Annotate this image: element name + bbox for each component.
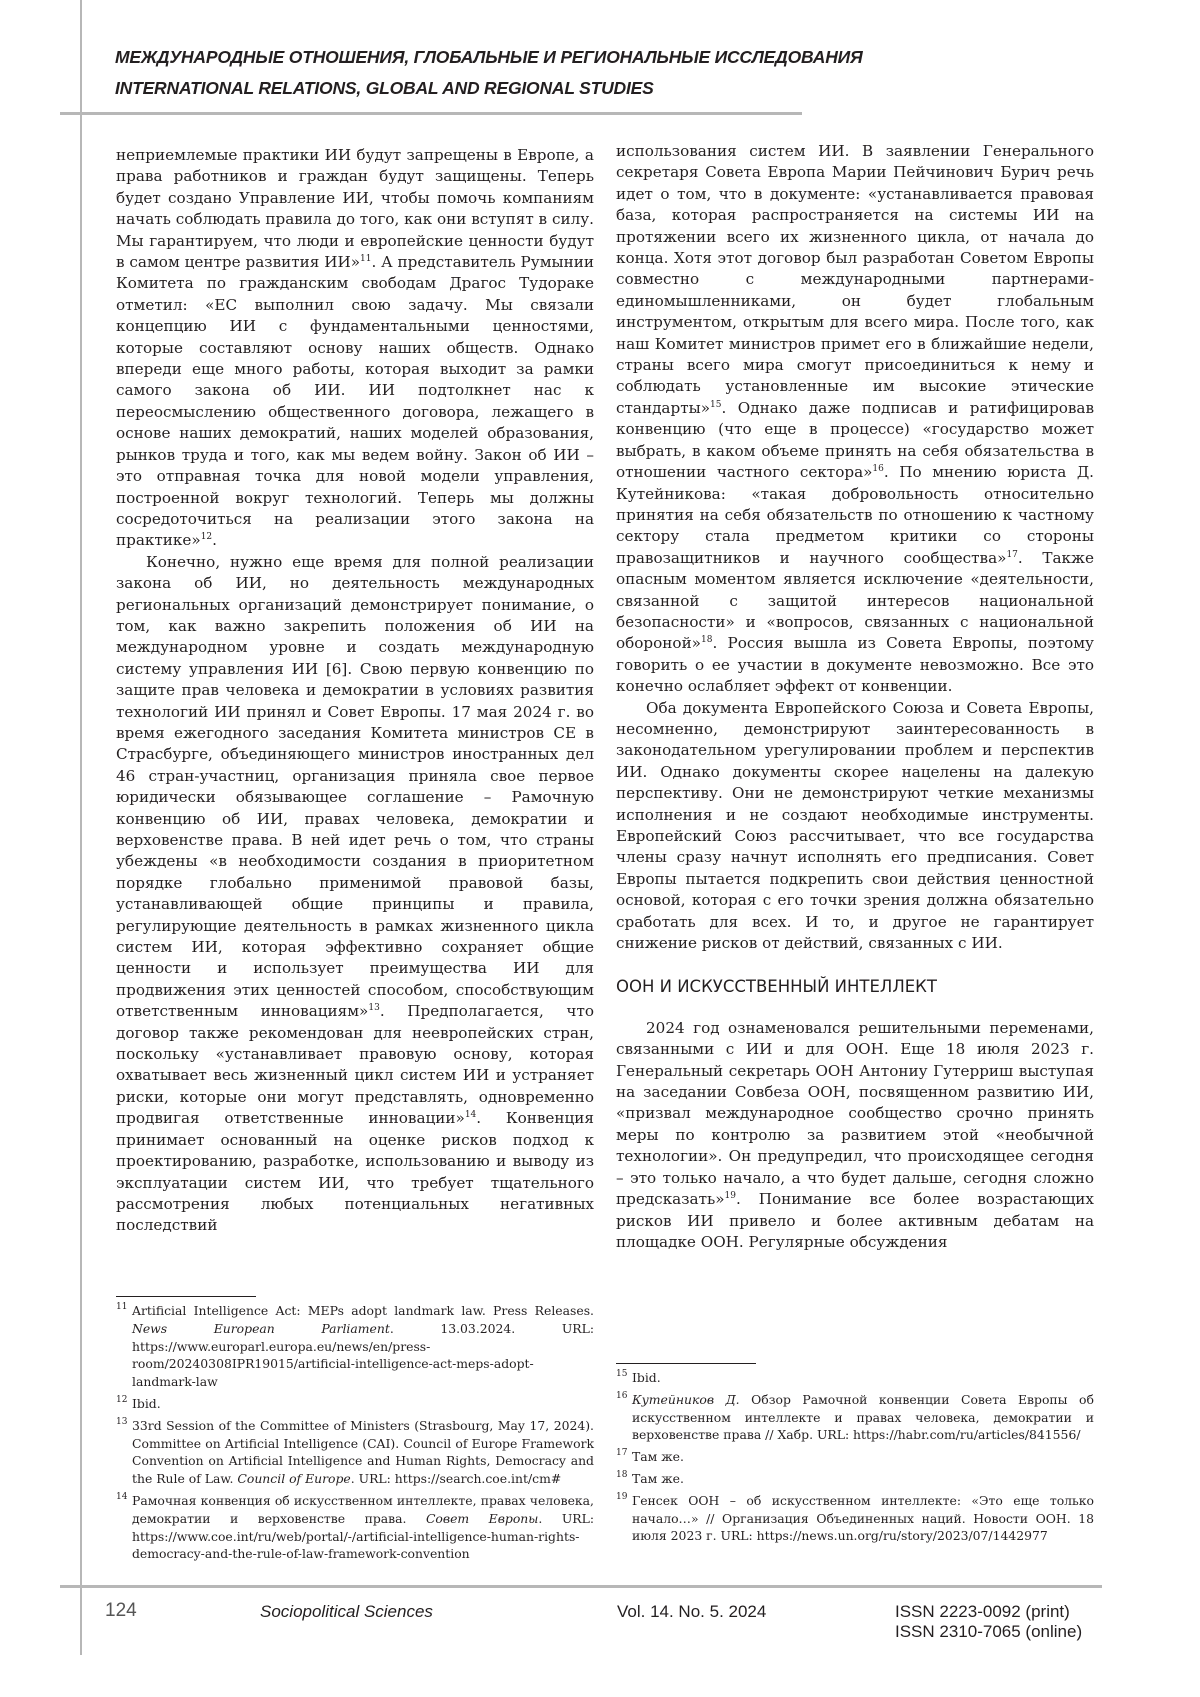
footnote-ref[interactable]: 17 (1006, 549, 1018, 560)
paragraph: 2024 год ознаменовался решительными переменами, связанными с ИИ и для ООН. Еще 18 июля 2023 г. Генеральный секретарь ООН Антониу Гутерриш выступая на заседании Совбеза ООН, посвященном развитию ИИ, «призвал международное сообщество срочно принять меры по контролю за развитием этой «необычной технологии». Он предупредил, что происходящее сегодня – это только начало, а что будет дальше, сегодня сложно предсказать»$^{19}$. Понимание все более возрастающих рисков ИИ привело и более активным дебатам на площадке ООН. Регулярные обсуждения (616, 1018, 1094, 1251)
footnote-ref[interactable]: 14 (464, 1110, 477, 1121)
footnote-ref[interactable]: 15 (710, 399, 722, 410)
running-header (115, 42, 875, 104)
footnote: 14 Рамочная конвенция об искусственном интеллекте, правах человека, демократии и верховенстве права. Совет Европы. URL: https://www.coe.int/ru/web/portal/-/artificial-intelligence-human-rights-democracy-and-the-rule-of-law-framework-convention (116, 1491, 594, 1562)
volume-info: Vol. 14. No. 5. 2024 (617, 1602, 767, 1621)
issn-print: ISSN 2223-0092 (print) (895, 1602, 1070, 1621)
footnote: 11 Artificial Intelligence Act: MEPs adopt landmark law. Press Releases. News European Parliament. 13.03.2024. URL: https://www.europarl.europa.eu/news/en/press-room/20240308IPR19015/artificial-intelligence-act-meps-adopt-landmark-law (116, 1302, 594, 1390)
paragraph: использования систем ИИ. В заявлении Генерального секретаря Совета Европа Марии Пейчинович Бурич речь идет о том, что в документе: «устанавливается правовая база, которая распространяется на системы ИИ на протяжении всего их жизненного цикла, от начала до конца. Хотя этот договор был разработан Советом Европы совместно с международными партнерами-единомышленниками, он будет глобальным инструментом, открытым для всего мира. После того, как наш Комитет министров примет его в ближайшие недели, страны всего мира смогут присоединиться к нему и соблюдать установленные им высокие этические стандарты»$^{15}$. Однако даже подписав и ратифицировав конвенцию (что еще в процессе) «государство может выбрать, в каком объеме принять на себя обязательства в отношении частного сектора»$^{16}$. По мнению юриста Д. Кутейникова: «такая добровольность относительно принятия на себя обязательств по отношению к частному сектору стала предметом критики со стороны правозащитников и научного сообщества»$^{17}$. Также опасным моментом является исключение «деятельности, связанной с защитой интересов национальной безопасности» и «вопросов, связанных с национальной обороной»$^{18}$. Россия вышла из Совета Европы, поэтому говорить о ее участии в документе невозможно. Все это конечно ослабляет эффект от конвенции. (616, 142, 1094, 696)
paragraph: Оба документа Европейского Союза и Совета Европы, несомненно, демонстрируют заинтересованность в законодательном урегулировании проблем и перспектив ИИ. Однако документы скорее нацелены на далекую перспективу. Они не демонстрируют четкие механизмы исполнения и не создают необходимые инструменты. Европейский Союз рассчитывает, что все государства члены сразу начнут исполнять его предписания. Совет Европы пытается подкрепить свои действия ценностной основой, которая с его точки зрения должна обязательно сработать для всех. И то, и другое не гарантирует снижение рисков от действий, связанных с ИИ. (616, 698, 1094, 953)
section-heading: ООН И ИСКУССТВЕННЫЙ ИНТЕЛЛЕКТ (616, 977, 937, 997)
page-number: 124 (105, 1600, 137, 1621)
footnote-ref[interactable]: 16 (872, 464, 884, 475)
paragraph: неприемлемые практики ИИ будут запрещены в Европе, а права работников и граждан будут защищены. Теперь будет создано Управление ИИ, чтобы помочь компаниям начать соблюдать правила до того, как они вступят в силу. Мы гарантируем, что люди и европейские ценности будут в самом центре развития ИИ»$^{11}$. А представитель Румынии Комитета по гражданским свободам Драгос Тудораке отметил: «ЕС выполнил свою задачу. Мы связали концепцию ИИ с фундаментальными ценностями, которые составляют основу наших обществ. Однако впереди еще много работы, которая выходит за рамки самого закона об ИИ. ИИ подтолкнет нас к переосмыслению общественного договора, лежащего в основе наших демократий, наших моделей образования, рынков труда и того, как мы ведем войну. Закон об ИИ – это отправная точка для новой модели управления, построенной вокруг технологий. Теперь мы должны сосредоточиться на реализации этого закона на практике»$^{12}$. (116, 146, 594, 550)
left-margin-rule (80, 0, 82, 1655)
footnotes-left (116, 1302, 594, 1567)
issn-online: ISSN 2310-7065 (online) (895, 1622, 1083, 1641)
footnote: 13 33rd Session of the Committee of Ministers (Strasbourg, May 17, 2024). Committee on Artificial Intelligence (CAI). Council of Europe Framework Convention on Artificial Intelligence and Human Rights, Democracy and the Rule of Law. Council of Europe. URL: https://search.coe.int/cm# (116, 1416, 594, 1487)
footnote: 19 Генсек ООН – об искусственном интеллекте: «Это еще только начало…» // Организация Объединенных наций. Новости ООН. 18 июля 2023 г. URL: https://news.un.org/ru/story/2023/07/1442977 (616, 1491, 1094, 1544)
footer-rule (60, 1585, 1102, 1588)
right-column (616, 141, 1094, 1253)
footnote-ref[interactable]: 12 (200, 532, 213, 543)
footnote: 15 Ibid. (616, 1369, 661, 1385)
footnotes-right (616, 1369, 1094, 1549)
header-rule (60, 112, 802, 115)
left-column (116, 145, 594, 1237)
header-title-ru: МЕЖДУНАРОДНЫЕ ОТНОШЕНИЯ, ГЛОБАЛЬНЫЕ И РЕГИОНАЛЬНЫЕ ИССЛЕДОВАНИЯ (115, 47, 863, 67)
footnote: 16 Кутейников Д. Обзор Рамочной конвенции Совета Европы об искусственном интеллекте и правах человека, демократии и верховенстве права // Хабр. URL: https://habr.com/ru/articles/841556/ (616, 1390, 1094, 1443)
paragraph: Конечно, нужно еще время для полной реализации закона об ИИ, но деятельность международных региональных организаций демонстрирует понимание, о том, как важно закрепить положения об ИИ на международном уровне и создать международную систему управления ИИ [6]. Свою первую конвенцию по защите прав человека и демократии в условиях развития технологий ИИ принял и Совет Европы. 17 мая 2024 г. во время ежегодного заседания Комитета министров СЕ в Страсбурге, объединяющего министров иностранных дел 46 стран-участниц, организация приняла свое первое юридически обязывающее соглашение – Рамочную конвенцию об ИИ, правах человека, демократии и верховенстве права. В ней идет речь о том, что страны убеждены «в необходимости создания в приоритетном порядке глобально применимой правовой базы, устанавливающей общие принципы и правила, регулирующие деятельность в рамках жизненного цикла систем ИИ, которая эффективно сохраняет общие ценности и использует преимущества ИИ для продвижения этих ценностей способом, способствующим ответственным инновациям»$^{13}$. Предполагается, что договор также рекомендован для неевропейских стран, поскольку «устанавливает правовую основу, которая охватывает весь жизненный цикл систем ИИ и устраняет риски, которые они могут представлять, одновременно продвигая ответственные инновации»$^{14}$. Конвенция принимает основанный на оценке рисков подход к проектированию, разработке, использованию и выводу из эксплуатации систем ИИ, что требует тщательного рассмотрения любых потенциальных негативных последствий (116, 552, 595, 1235)
issn-block (895, 1602, 1082, 1642)
footnote-ref[interactable]: 13 (368, 1003, 380, 1014)
footnote-ref[interactable]: 11 (360, 253, 372, 264)
footnote-ref[interactable]: 19 (724, 1191, 736, 1202)
footnote-rule-left (116, 1296, 256, 1297)
footnote-rule-right (616, 1363, 756, 1364)
footnote: 12 Ibid. (116, 1394, 161, 1411)
header-title-en: INTERNATIONAL RELATIONS, GLOBAL AND REGIONAL STUDIES (115, 78, 654, 98)
journal-name: Sociopolitical Sciences (260, 1602, 433, 1621)
footnote: 18 Там же. (616, 1469, 684, 1486)
footnote: 17 Там же. (616, 1448, 684, 1465)
footnote-ref[interactable]: 18 (700, 635, 713, 646)
